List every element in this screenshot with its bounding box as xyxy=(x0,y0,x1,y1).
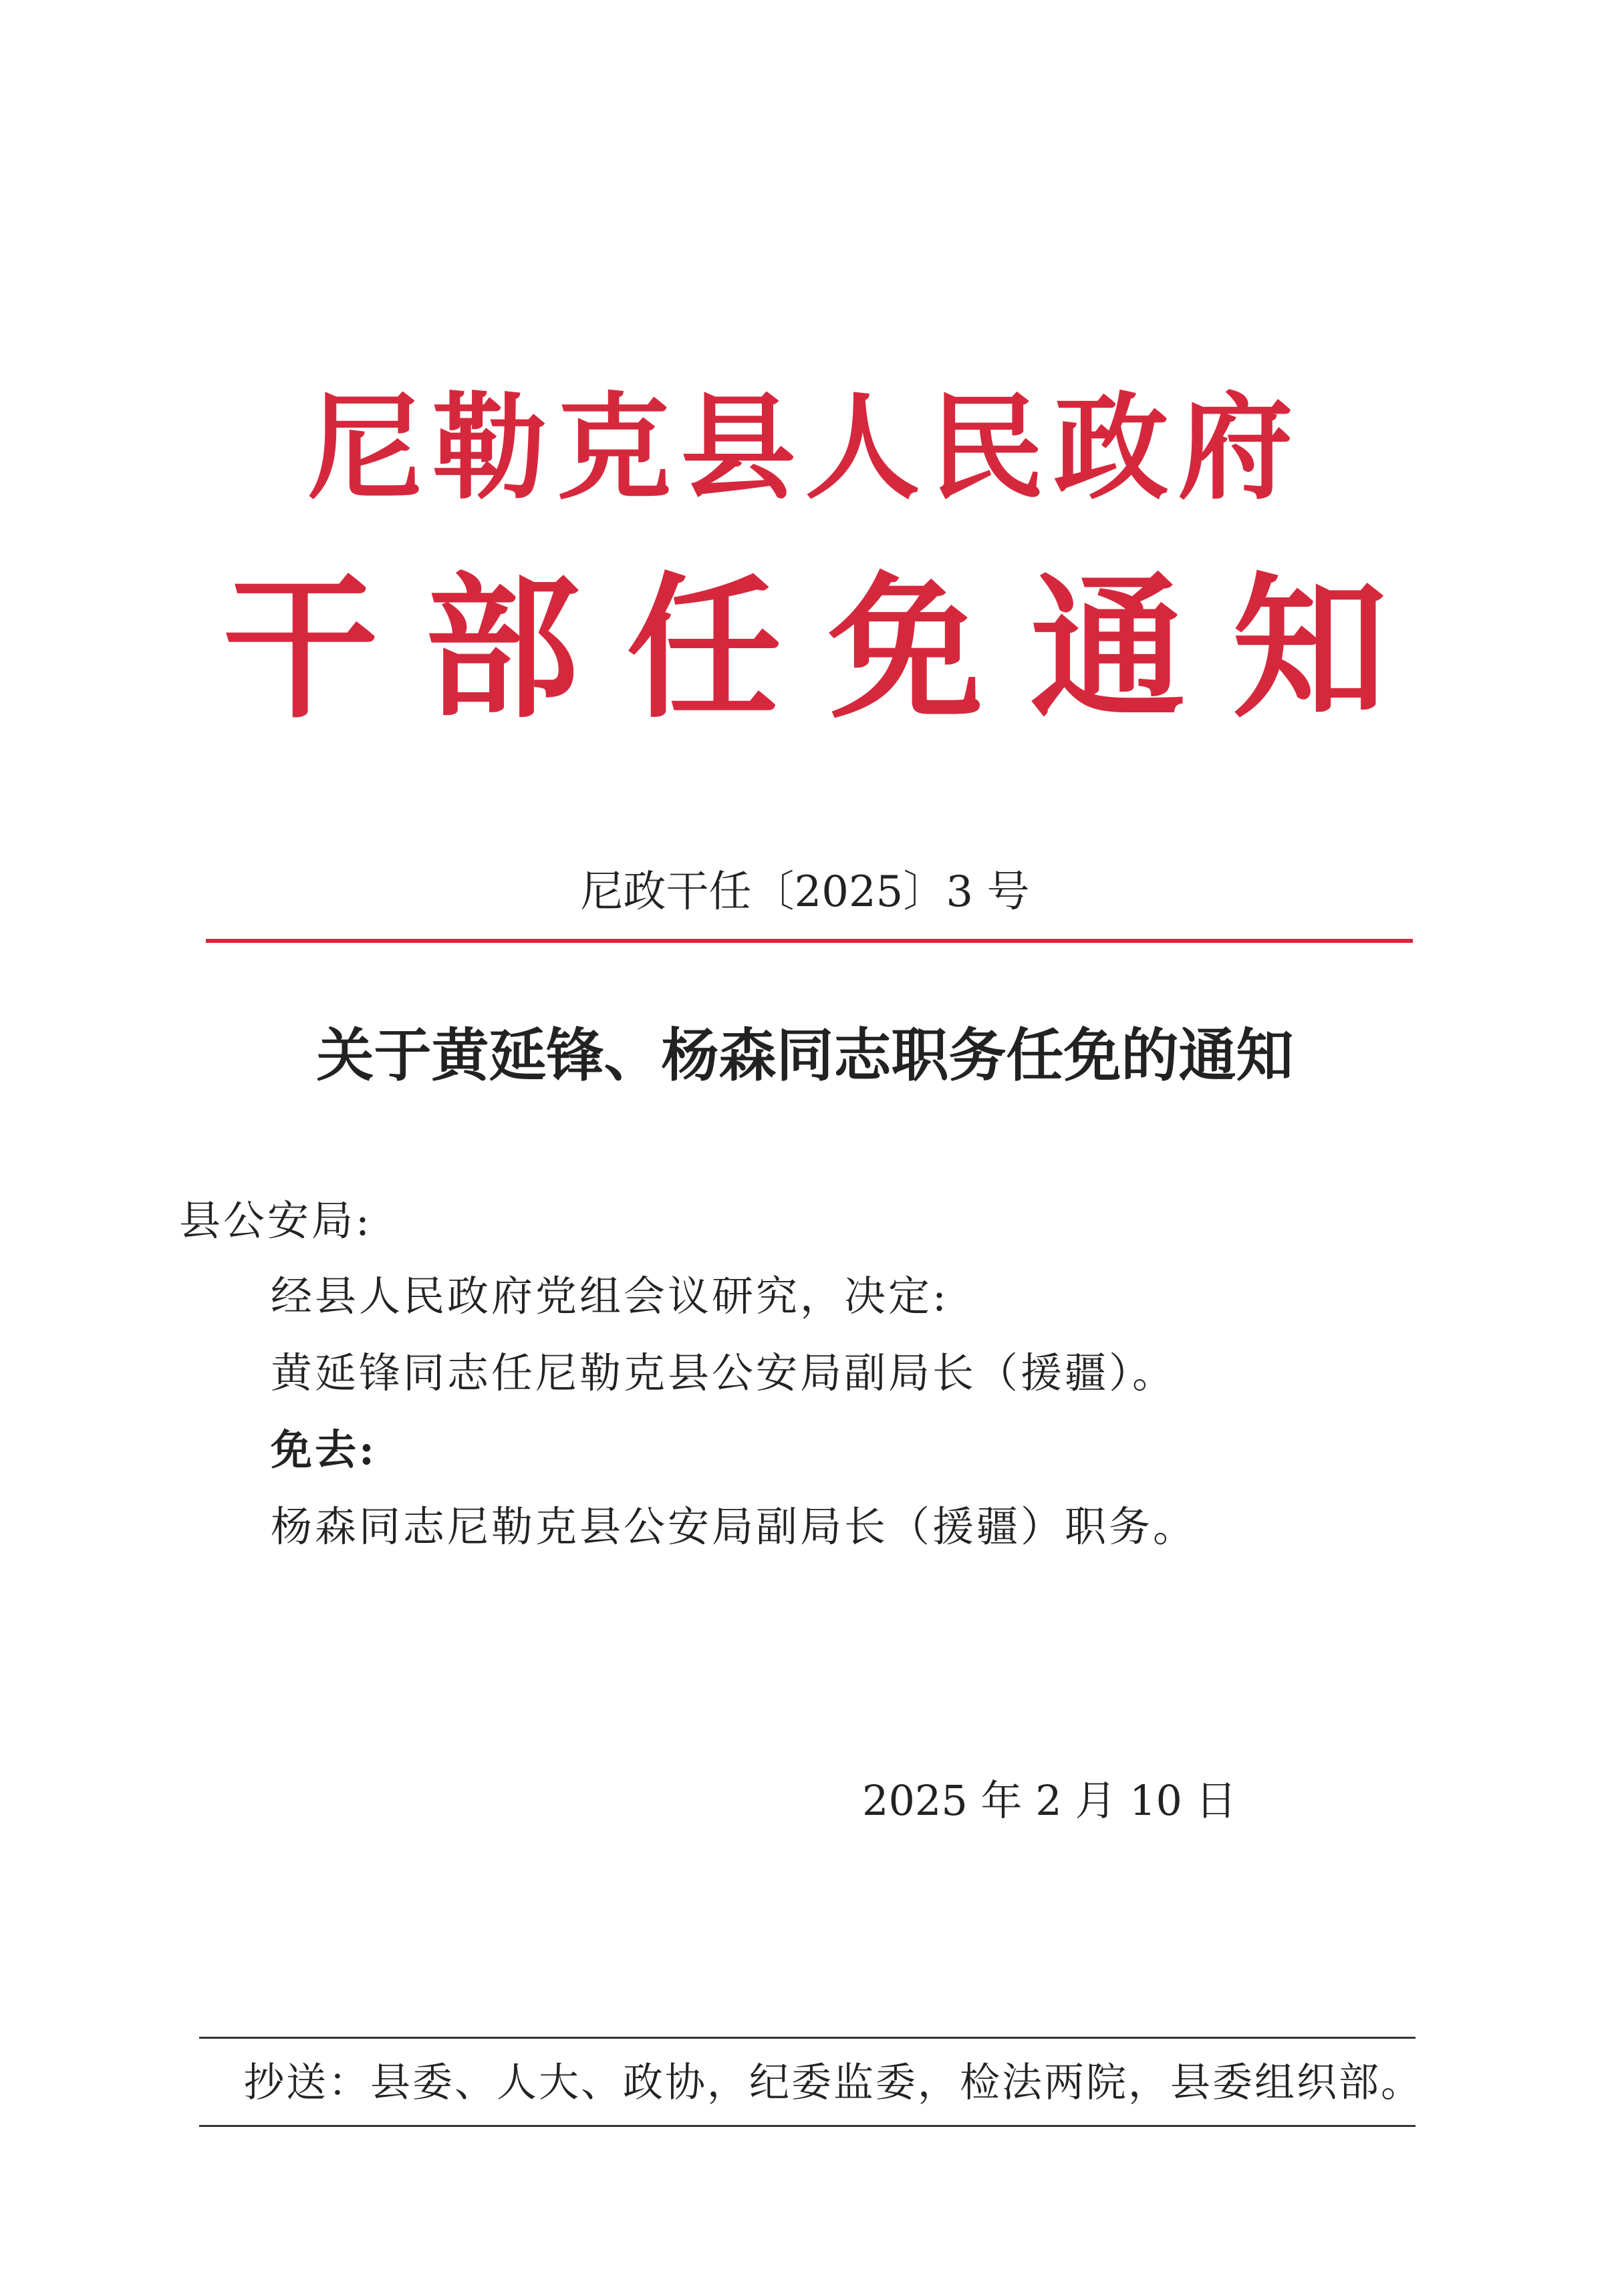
paragraph-removal-heading: 免去: xyxy=(271,1425,377,1474)
cc-top-rule xyxy=(199,2037,1416,2039)
paragraph-appointment: 黄延锋同志任尼勒克县公安局副局长（援疆）。 xyxy=(271,1348,1177,1397)
document-number: 尼政干任〔2025〕3 号 xyxy=(580,867,1030,917)
notice-title: 关于黄延锋、杨森同志职务任免的通知 xyxy=(316,1022,1294,1089)
recipient: 县公安局: xyxy=(179,1196,372,1245)
cc-bottom-rule xyxy=(199,2125,1416,2127)
issue-date: 2025 年 2 月 10 日 xyxy=(862,1776,1237,1825)
red-separator-line xyxy=(206,939,1413,943)
document-type-heading: 干部任免通知 xyxy=(223,557,1434,739)
paragraph-removal: 杨森同志尼勒克县公安局副局长（援疆）职务。 xyxy=(271,1502,1198,1551)
paragraph-decision: 经县人民政府党组会议研究，决定: xyxy=(271,1272,949,1320)
issuing-organization: 尼勒克县人民政府 xyxy=(307,380,1303,515)
cc-list: 抄送：县委、人大、政协，纪委监委，检法两院，县委组织部。 xyxy=(244,2059,1423,2106)
